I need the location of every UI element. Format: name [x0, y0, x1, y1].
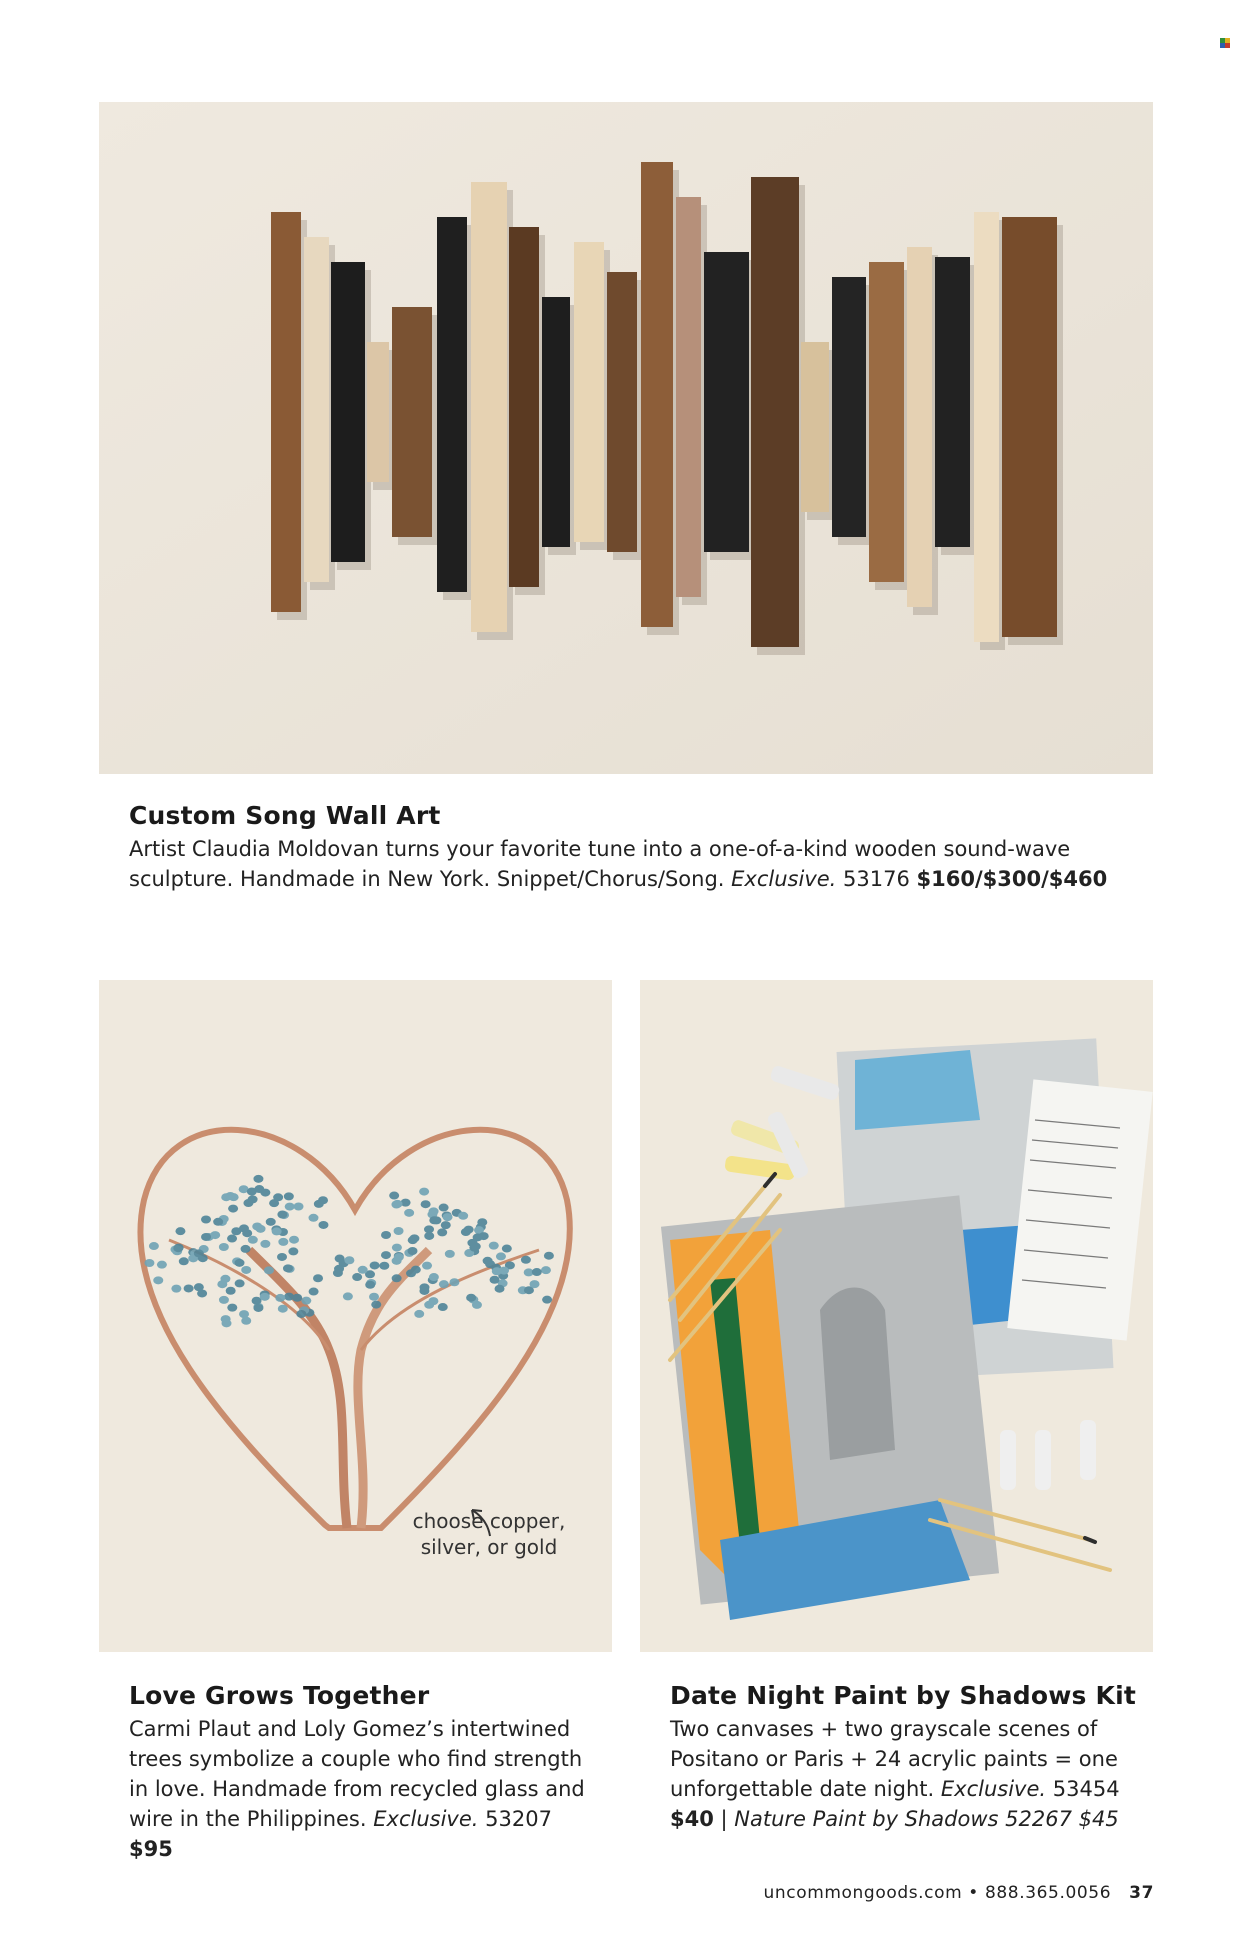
product-title: Love Grows Together [129, 1681, 430, 1710]
product-description [129, 834, 1139, 894]
product-description [670, 1714, 1140, 1834]
exclusive-label: Exclusive. [373, 1807, 479, 1831]
product-title: Custom Song Wall Art [129, 801, 441, 830]
price: $95 [129, 1837, 173, 1861]
page-number: 37 [1129, 1883, 1154, 1903]
separator: | [720, 1807, 728, 1831]
product-title: Date Night Paint by Shadows Kit [670, 1681, 1137, 1710]
price: $40 [670, 1807, 714, 1831]
corner-registration-mark [1220, 38, 1230, 48]
item-number: 53454 [1052, 1777, 1120, 1801]
description-text: Artist Claudia Moldovan turns your favorite tune into a one-of-a-kind wooden sound-wave sculpture. Handmade in New York. Snippet/Chorus/Song. [129, 837, 1071, 891]
item-number: 53176 [843, 867, 910, 891]
color-options-callout [396, 1508, 582, 1560]
page-footer [764, 1883, 1154, 1903]
footer-bullet: • [968, 1883, 979, 1903]
product-love-grows-together [129, 1680, 599, 1864]
exclusive-label: Exclusive. [940, 1777, 1047, 1801]
date-night-paint-kit-photo [640, 980, 1153, 1652]
phone-number: 888.365.0056 [984, 1883, 1112, 1903]
description-text: Two canvases + two grayscale scenes of Positano or Paris + 24 acrylic paints = one unforgettable date night. [670, 1717, 1118, 1801]
item-number: 53207 [485, 1807, 552, 1831]
callout-line-1: choose copper, [412, 1509, 566, 1533]
exclusive-label: Exclusive. [731, 867, 837, 891]
product-custom-song-wall-art [129, 800, 1139, 894]
website-link[interactable]: uncommongoods.com [763, 1883, 963, 1903]
product-date-night-paint-kit [670, 1680, 1140, 1834]
related-product: Nature Paint by Shadows 52267 $45 [734, 1807, 1119, 1831]
description-text: Carmi Plaut and Loly Gomez’s intertwined trees symbolize a couple who find strength in love. Handmade from recycled glass and wire in the Philippines. [129, 1717, 585, 1831]
callout-line-2: silver, or gold [420, 1535, 558, 1559]
price: $160/$300/$460 [916, 867, 1108, 891]
product-description [129, 1714, 599, 1864]
wall-art-photo [99, 102, 1153, 774]
